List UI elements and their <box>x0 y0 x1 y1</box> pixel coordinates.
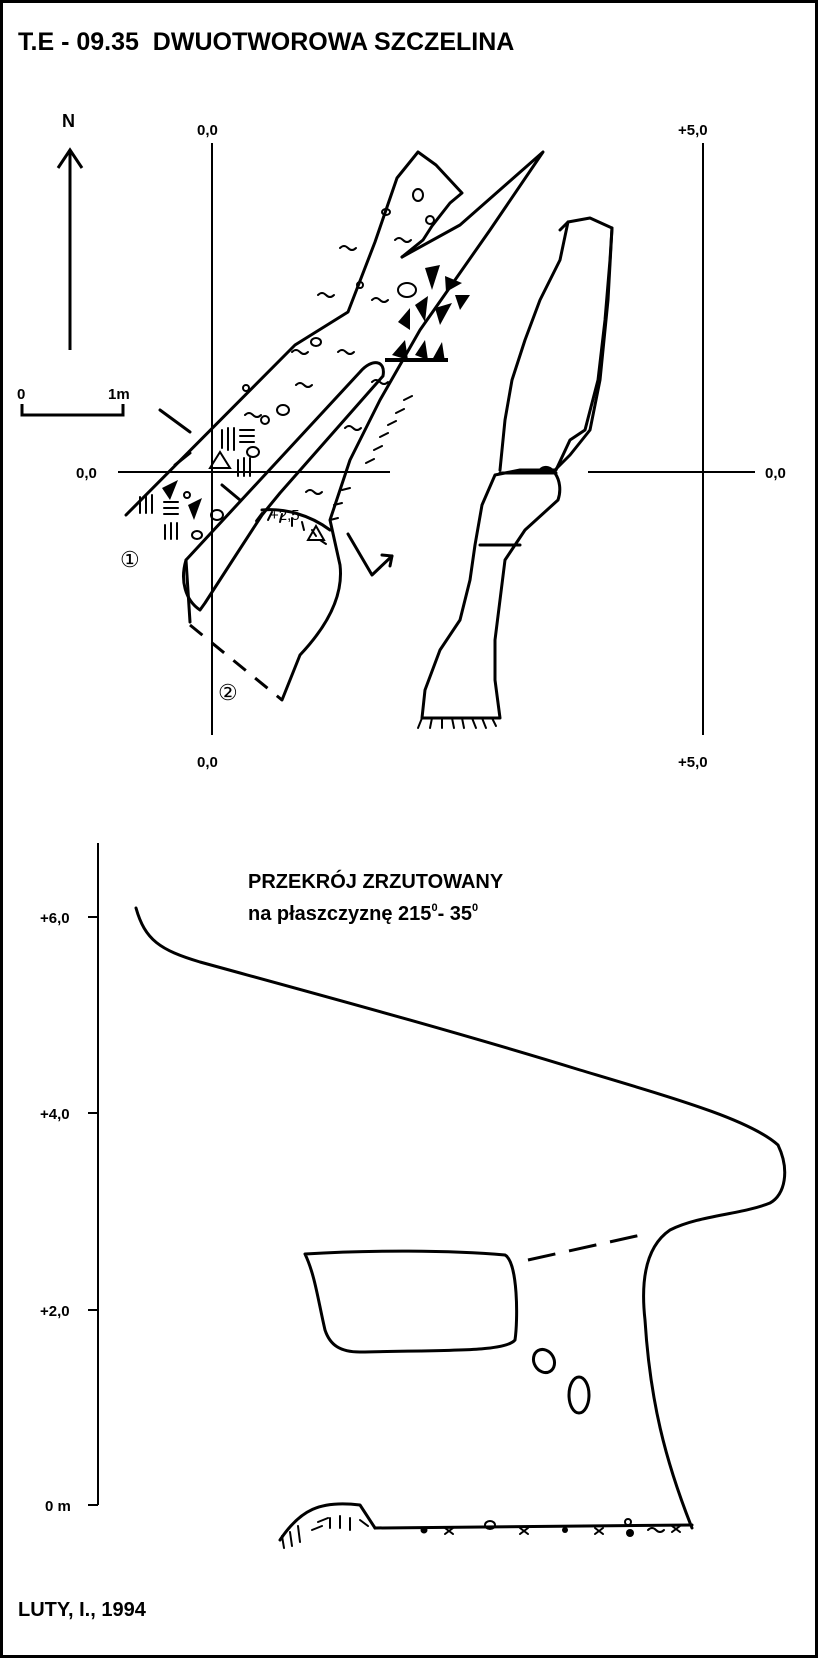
section-title-sup2: 0 <box>472 902 479 914</box>
clay-symbols <box>245 238 411 494</box>
arrow-icon <box>348 534 392 575</box>
grid-label-left-middle: 0,0 <box>76 465 97 482</box>
cave-outline-left <box>126 152 462 515</box>
section-profile <box>136 908 785 1528</box>
section-title-prefix: na płaszczyznę 215 <box>248 903 432 925</box>
section-stone-1 <box>529 1346 558 1377</box>
section-title-line1: PRZEKRÓJ ZRZUTOWANY <box>248 871 504 893</box>
cave-outline-bottom <box>186 560 190 622</box>
section-view <box>40 843 785 1548</box>
cave-outline-left-lower <box>175 453 190 465</box>
debris-symbols <box>162 265 470 520</box>
scale-label-1m: 1m <box>108 386 130 403</box>
axis-label-6: +6,0 <box>40 910 70 927</box>
section-title-mid: - 35 <box>437 903 473 925</box>
section-dashed-roof <box>528 1233 650 1260</box>
axis-label-2: +2,0 <box>40 1303 70 1320</box>
elevation-mark: +2,5 <box>270 507 300 524</box>
grid-label-bottom-left: 0,0 <box>197 754 218 771</box>
section-title-line2 <box>248 902 478 925</box>
entrance-1-line <box>160 410 190 432</box>
sheet-title: T.E - 09.35 DWUOTWOROWA SZCZELINA <box>18 28 515 56</box>
entrance-2-label: ② <box>218 680 238 705</box>
plan-view <box>17 111 786 771</box>
grid-label-top-left: 0,0 <box>197 122 218 139</box>
survey-station-icon-2 <box>308 526 324 540</box>
floor-symbols <box>282 1516 680 1548</box>
section-stone-2 <box>569 1377 589 1413</box>
section-title-sup1: 0 <box>431 902 438 914</box>
entrance-1-label: ① <box>120 547 140 572</box>
scale-label-zero: 0 <box>17 386 26 403</box>
grid-label-right-middle: 0,0 <box>765 465 786 482</box>
grid-label-top-right: +5,0 <box>678 122 708 139</box>
section-boulder <box>305 1251 517 1352</box>
scale-bar <box>22 404 123 415</box>
north-arrow-icon <box>58 150 82 350</box>
north-label: N <box>62 111 75 131</box>
section-floor-rubble <box>280 1504 375 1540</box>
cave-outline-shaft <box>422 218 612 718</box>
cave-rib <box>184 363 384 610</box>
axis-label-4: +4,0 <box>40 1106 70 1123</box>
grid-label-bottom-right: +5,0 <box>678 754 708 771</box>
author-credit: LUTY, I., 1994 <box>18 1599 146 1621</box>
axis-label-0: 0 m <box>45 1498 71 1515</box>
cave-inner-line <box>222 485 240 500</box>
